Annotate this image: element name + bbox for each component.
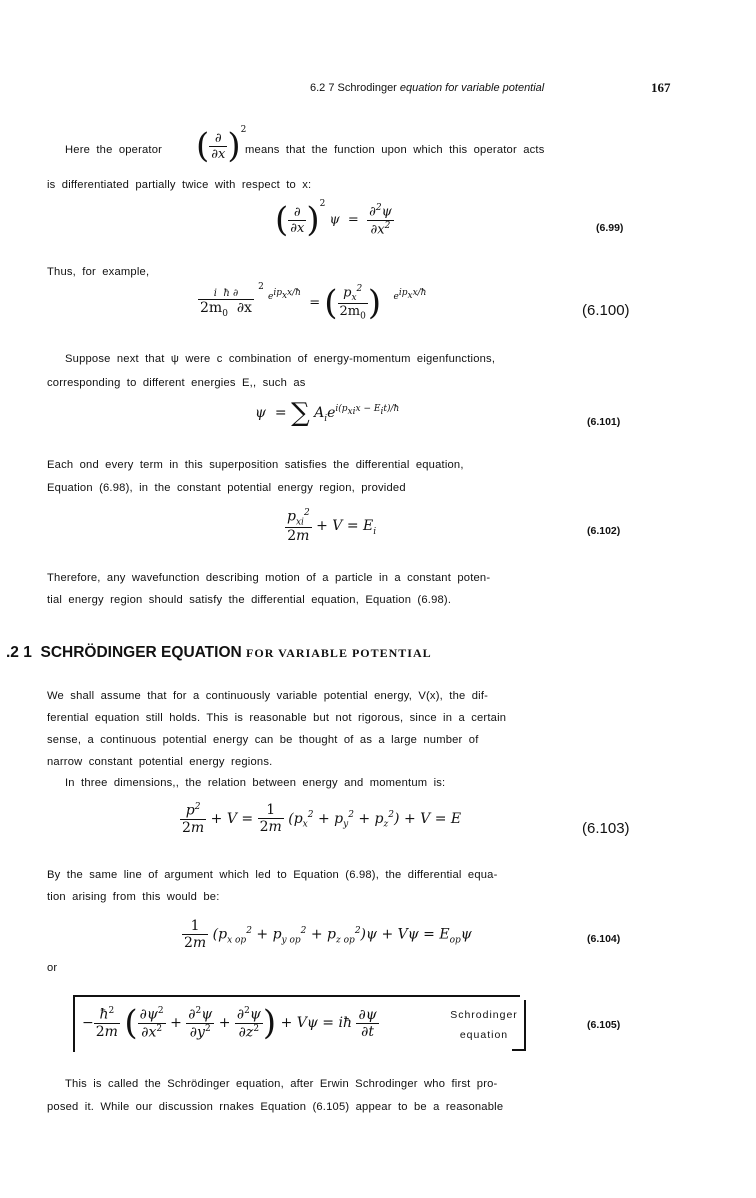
para-intro-line1-head: Here the operator — [65, 144, 163, 156]
box-label-line1: Schrodinger — [450, 1009, 518, 1021]
box-left-rule — [73, 995, 75, 1052]
equation-6-99: ( $\frac{\partial}{\partial x}$ )$^2$ ψ = $\frac{\partial^2\psi}{\partial x^2}$ — [275, 199, 392, 240]
equation-label-6-100: (6.100) — [582, 302, 630, 319]
page-number: 167 — [651, 80, 671, 95]
equation-6-105: − $\frac{ħ^2}{2m}$ ( $\frac{\partial\psi^2}{\partial x^2}$ + $\frac{\partial^2\psi}{\partial y^2}$ + $\frac{\partial^2\psi}{\partial z^2}$ ) + Vψ = iħ $\frac{\partial\psi}{\partial t}$ — [82, 1003, 377, 1043]
equation-label-6-99: (6.99) — [596, 222, 624, 234]
header-section-ref: 6.2 7 — [310, 82, 335, 94]
para-intro-line2: is differentiated partially twice with respect to x: — [47, 179, 312, 191]
section-title-small: FOR VARIABLE POTENTIAL — [246, 646, 432, 660]
box-label — [438, 1005, 530, 1045]
box-top-rule — [73, 995, 520, 997]
para-same-line-line2: tion arising from this would be: — [47, 891, 220, 903]
header-title-word: Schrodinger — [337, 82, 397, 94]
para-intro-line1-tail: means that the function upon which this operator acts — [245, 144, 545, 156]
equation-label-6-101: (6.101) — [587, 416, 621, 428]
equation-6-101: ψ = ∑ $A_ie^{i(p_{xi}x - E_it)/ħ}$ — [255, 398, 400, 428]
para-assume-line3: sense, a continuous potential energy can be thought of as a large number of — [47, 734, 479, 746]
box-bracket-foot — [512, 1049, 526, 1051]
equation-label-6-103: (6.103) — [582, 820, 630, 837]
box-bracket-vertical — [524, 1000, 526, 1050]
para-each-line2: Equation (6.98), in the constant potential energy region, provided — [47, 482, 406, 494]
para-each-line1: Each ond every term in this superposition satisfies the differential equation, — [47, 459, 464, 471]
section-heading — [6, 644, 432, 662]
para-therefore-line2: tial energy region should satisfy the differential equation, Equation (6.98). — [47, 594, 452, 606]
running-header — [310, 82, 544, 94]
equation-6-103: $\frac{p^2}{2m}$ + V = $\frac{1}{2m}$ $(p_x^2 + p_y^2 + p_z^2) + V = E$ — [182, 802, 462, 836]
para-called-line2: posed it. While our discussion rnakes Equation (6.105) appear to be a reasonable — [47, 1101, 504, 1113]
equation-6-100: $\frac{\text{i ħ ∂}}{2m_0 \partial x}$ $^2$ $^{e^{ip_xx/ħ}}$ = ( $\frac{p_x^2}{2m_0}$ ) $^{e^{ip_xx/ħ}}$ — [200, 281, 427, 323]
equation-label-6-104: (6.104) — [587, 933, 621, 945]
para-suppose-line2: corresponding to different energies E,, such as — [47, 377, 306, 389]
para-suppose-line1: Suppose next that ψ were c combination of energy-momentum eigenfunctions, — [65, 353, 496, 365]
thus-example: Thus, for example, — [47, 266, 150, 278]
header-title: equation for variable potential — [399, 82, 545, 94]
para-three-dims: In three dimensions,, the relation between energy and momentum is: — [65, 777, 446, 789]
operator-math: ( $\frac{\partial}{\partial x}$ )$^2$ — [196, 125, 247, 166]
para-called-line1: This is called the Schrödinger equation, after Erwin Schrodinger who first pro- — [65, 1078, 498, 1090]
para-same-line-line1: By the same line of argument which led to Equation (6.98), the differential equa- — [47, 869, 498, 881]
or-text: or — [47, 962, 58, 974]
section-number: .2 1 — [6, 644, 32, 661]
para-assume-line1: We shall assume that for a continuously variable potential energy, V(x), the dif- — [47, 690, 489, 702]
section-title: SCHRÖDINGER EQUATION — [40, 644, 242, 661]
equation-6-104: $\frac{1}{2m}$ $(p_{x op}^2 + p_{y op}^2 + p_{z op}^2)\psi + V\psi = E_{op}\psi$ — [184, 918, 472, 951]
equation-label-6-102: (6.102) — [587, 525, 621, 537]
para-assume-line2: ferential equation still holds. This is reasonable but not rigorous, since in a certain — [47, 712, 507, 724]
para-assume-line4: narrow constant potential energy regions. — [47, 756, 273, 768]
equation-6-102: $\frac{p_{xi}^2}{2m}$ + $V = E_i$ — [287, 508, 377, 545]
equation-label-6-105: (6.105) — [587, 1019, 621, 1031]
para-therefore-line1: Therefore, any wavefunction describing motion of a particle in a constant poten- — [47, 572, 491, 584]
box-label-line2: equation — [459, 1029, 509, 1041]
